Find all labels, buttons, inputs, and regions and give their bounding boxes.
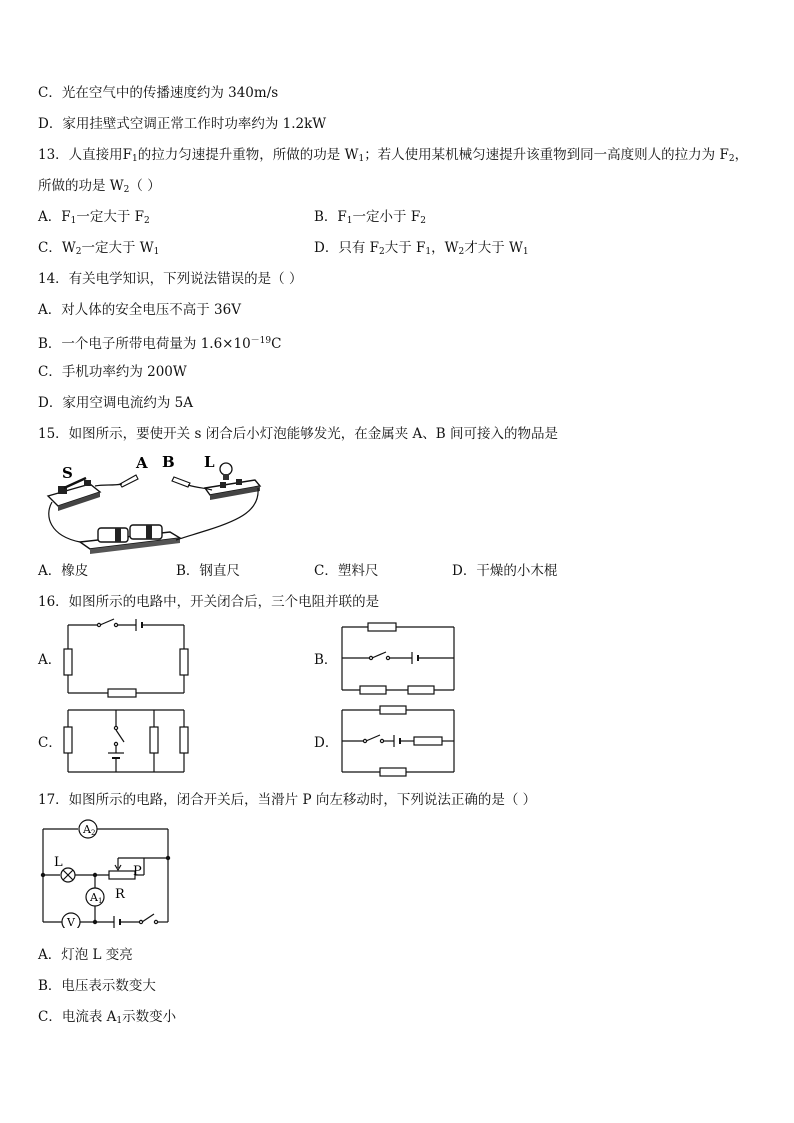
q17-stem: 17．如图所示的电路，闭合开关后，当滑片 P 向左移动时，下列说法正确的是（ ） <box>38 792 537 808</box>
q16-circuit-a <box>62 618 190 698</box>
q15-option-a: A．橡皮 <box>38 563 89 579</box>
q15-stem: 15．如图所示，要使开关 s 闭合后小灯泡能够发光，在金属夹 A、B 间可接入的物品是 <box>38 426 558 442</box>
q13-option-c: C．$W_2$一定大于 $W_1$ <box>38 240 160 257</box>
q15-fig-label-l: L <box>204 453 215 471</box>
q16-option-b-label: B． <box>314 652 338 668</box>
q17-fig-label-l: L <box>54 855 63 870</box>
q15-circuit-figure <box>40 450 270 555</box>
q16-circuit-c <box>62 705 190 777</box>
q17-option-a: A．灯泡 L 变亮 <box>38 947 133 963</box>
q17-fig-voltmeter: V <box>67 916 75 928</box>
q14-stem: 14．有关电学知识，下列说法错误的是（ ） <box>38 271 303 287</box>
q13-stem-line2: 所做的功是 $W_2$（ ） <box>38 178 161 195</box>
q13-option-b: B．$F_1$一定小于 $F_2$ <box>314 209 426 226</box>
q17-fig-ammeter-a2: A2 <box>83 823 96 837</box>
q17-circuit-figure <box>38 818 176 928</box>
q13-option-a: A．$F_1$一定大于 $F_2$ <box>38 209 150 226</box>
q16-option-d-label: D． <box>314 735 339 751</box>
q17-fig-label-p: P <box>133 864 142 879</box>
q15-fig-label-a: A <box>136 454 148 472</box>
q12-option-c: C．光在空气中的传播速度约为 340m/s <box>38 85 279 101</box>
q16-option-c-label: C． <box>38 735 62 751</box>
q16-circuit-b <box>338 620 458 698</box>
q16-option-a-label: A． <box>38 652 62 668</box>
q17-fig-label-r: R <box>115 887 125 902</box>
q13-option-d: D．只有 $F_2$大于 $F_1$，$W_2$才大于 $W_1$ <box>314 240 529 257</box>
q16-stem: 16．如图所示的电路中，开关闭合后，三个电阻并联的是 <box>38 594 380 610</box>
q15-option-c: C．塑料尺 <box>314 563 379 579</box>
q15-fig-label-b: B <box>162 453 175 471</box>
q16-circuit-d <box>338 703 458 777</box>
q13-stem: 13．人直接用$F_1$的拉力匀速提升重物，所做的功是 $W_1$；若人使用某机械匀速提升该重物到同一高度则人的拉力为 $F_2$， <box>38 147 749 164</box>
q15-fig-label-s: S <box>62 464 73 482</box>
q14-option-d: D．家用空调电流约为 5A <box>38 395 193 411</box>
q14-option-b: B．一个电子所带电荷量为 $1.6\times 10^{-19}C$ <box>38 336 282 352</box>
q17-option-c: C．电流表 $A_1$示数变小 <box>38 1009 177 1026</box>
q14-option-a: A．对人体的安全电压不高于 36V <box>38 302 241 318</box>
q17-option-b: B．电压表示数变大 <box>38 978 156 994</box>
q15-option-d: D．干燥的小木棍 <box>452 563 558 579</box>
q15-option-b: B．钢直尺 <box>176 563 240 579</box>
q17-fig-ammeter-a1: A1 <box>90 891 103 905</box>
q12-option-d: D．家用挂壁式空调正常工作时功率约为 1.2kW <box>38 116 327 132</box>
q14-option-c: C．手机功率约为 200W <box>38 364 187 380</box>
